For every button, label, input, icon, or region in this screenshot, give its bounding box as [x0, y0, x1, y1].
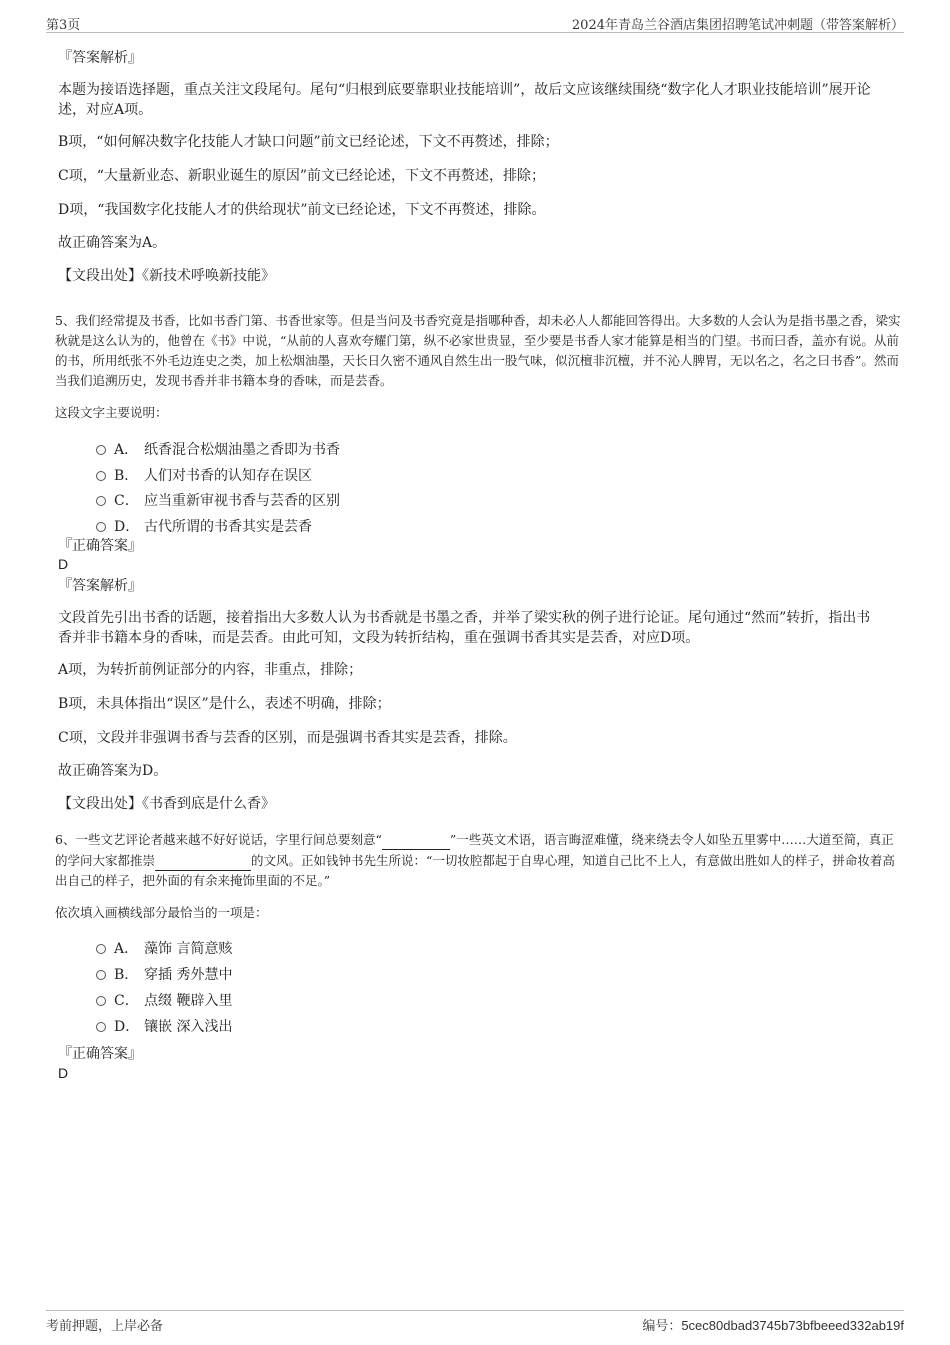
q6-answer-label: 『正确答案』: [58, 1046, 142, 1062]
radio-icon[interactable]: [96, 496, 106, 506]
blank-2: [155, 850, 251, 871]
option-text: 藻饰 言简意赅: [144, 941, 233, 957]
option-letter: C．: [114, 993, 139, 1009]
option-text: 镶嵌 深入浅出: [144, 1019, 233, 1035]
page-footer: [46, 1310, 904, 1335]
q5-stem: 5、我们经常提及书香，比如书香门第、书香世家等。但是当问及书香究竟是指哪种香，却未必人人都能回答得出。大多数的人会认为是指书墨之香，梁实秋就是这么认为的，他曾在《书》中说，“从前的人喜欢夸耀门第，纵不必家世贵显，至少要是书香人家才能算是相当的门望。书而曰香，盖亦有说。从前的书，所用纸张不外毛边连史之类，加上松烟油墨，天长日久密不通风自然生出一股气味，似沉檀非沉檀，并不沁人脾胃，无以名之，名之曰书香”。然而当我们追溯历史，发现书香并非书籍本身的香味，而是芸香。: [55, 313, 901, 388]
q6-answer: D: [58, 1065, 69, 1081]
q5-source: 【文段出处】《书香到底是什么香》: [58, 796, 275, 812]
q6-question: 依次填入画横线部分最恰当的一项是：: [55, 905, 268, 920]
q5-option-a[interactable]: [96, 440, 340, 460]
blank-1: [382, 829, 450, 850]
option-text: 纸香混合松烟油墨之香即为书香: [144, 442, 340, 458]
q4-analysis-paragraph: 本题为接语选择题，重点关注文段尾句。尾句“归根到底要靠职业技能培训”，故后文应该继续围绕“数字化人才职业技能培训”展开论述，对应A项。: [58, 82, 871, 118]
option-letter: B．: [114, 468, 139, 484]
q5-option-c[interactable]: [96, 491, 340, 511]
q6-stem-part2: ”一些英文术语，语言晦涩难懂，绕来绕去令人如坠五里雾中……大道至简，真正的学问大家都推崇: [55, 832, 894, 868]
q5-answer: D: [58, 556, 69, 572]
q4-analysis-label: 『答案解析』: [58, 50, 142, 66]
radio-icon[interactable]: [96, 944, 106, 954]
q5-analysis-paragraph: 文段首先引出书香的话题，接着指出大多数人认为书香就是书墨之香，并举了梁实秋的例子进行论证。尾句通过“然而”转折，指出书香并非书籍本身的香味，而是芸香。由此可知，文段为转折结构，重在强调书香其实是芸香，对应D项。: [58, 610, 871, 646]
q6-stem-part3: 的文风。正如钱钟书先生所说：“一切妆腔都起于自卑心理，知道自己比不上人，有意做出胜如人的样子，拼命妆着高出自己的样子，把外面的有余来掩饰里面的不足。”: [55, 853, 895, 888]
q4-option-b-note: B项，“如何解决数字化技能人才缺口问题”前文已经论述，下文不再赘述，排除；: [58, 134, 559, 150]
radio-icon[interactable]: [96, 996, 106, 1006]
option-letter: D．: [114, 519, 140, 535]
option-text: 点缀 鞭辟入里: [144, 993, 233, 1009]
option-letter: A．: [114, 941, 139, 957]
document-title: 2024年青岛兰谷酒店集团招聘笔试冲刺题（带答案解析）: [571, 18, 904, 33]
q5-question: 这段文字主要说明：: [55, 405, 168, 420]
document-id-label: 编号：: [642, 1319, 682, 1334]
q5-option-d[interactable]: [96, 517, 312, 537]
document-id: [642, 1315, 904, 1334]
q5-option-a-note: A项，为转折前例证部分的内容，非重点，排除；: [58, 662, 363, 678]
option-text: 人们对书香的认知存在误区: [144, 468, 312, 484]
option-letter: C．: [114, 493, 139, 509]
radio-icon[interactable]: [96, 522, 106, 532]
page-header: [46, 12, 904, 33]
option-letter: D．: [114, 1019, 140, 1035]
option-letter: A．: [114, 442, 139, 458]
q6-option-a[interactable]: [96, 939, 232, 959]
q6-stem: [55, 829, 903, 891]
q6-option-c[interactable]: [96, 991, 232, 1011]
footer-slogan: 考前押题，上岸必备: [46, 1319, 164, 1334]
radio-icon[interactable]: [96, 970, 106, 980]
radio-icon[interactable]: [96, 471, 106, 481]
document-id-value: 5cec80dbad3745b73bfbeeed332ab19f: [681, 1318, 904, 1333]
q4-option-c-note: C项，“大量新业态、新职业诞生的原因”前文已经论述，下文不再赘述，排除；: [58, 168, 546, 184]
radio-icon[interactable]: [96, 1022, 106, 1032]
q4-option-d-note: D项，“我国数字化技能人才的供给现状”前文已经论述，下文不再赘述，排除。: [58, 202, 546, 218]
option-text: 古代所谓的书香其实是芸香: [144, 519, 312, 535]
q6-stem-part1: 6、一些文艺评论者越来越不好好说话，字里行间总要刻意“: [55, 832, 382, 847]
page-number: 第3页: [46, 18, 81, 33]
q5-answer-label: 『正确答案』: [58, 538, 142, 554]
q5-option-b-note: B项，未具体指出“误区”是什么，表述不明确，排除；: [58, 696, 391, 712]
q5-conclusion: 故正确答案为D。: [58, 763, 168, 779]
q5-option-b[interactable]: [96, 466, 312, 486]
option-text: 应当重新审视书香与芸香的区别: [144, 493, 340, 509]
q5-analysis-label: 『答案解析』: [58, 578, 142, 594]
q6-option-d[interactable]: [96, 1017, 232, 1037]
q4-conclusion: 故正确答案为A。: [58, 235, 167, 251]
q6-option-b[interactable]: [96, 965, 232, 985]
option-text: 穿插 秀外慧中: [144, 967, 233, 983]
q5-option-c-note: C项，文段并非强调书香与芸香的区别，而是强调书香其实是芸香，排除。: [58, 730, 517, 746]
q4-source: 【文段出处】《新技术呼唤新技能》: [58, 268, 275, 284]
option-letter: B．: [114, 967, 139, 983]
radio-icon[interactable]: [96, 445, 106, 455]
